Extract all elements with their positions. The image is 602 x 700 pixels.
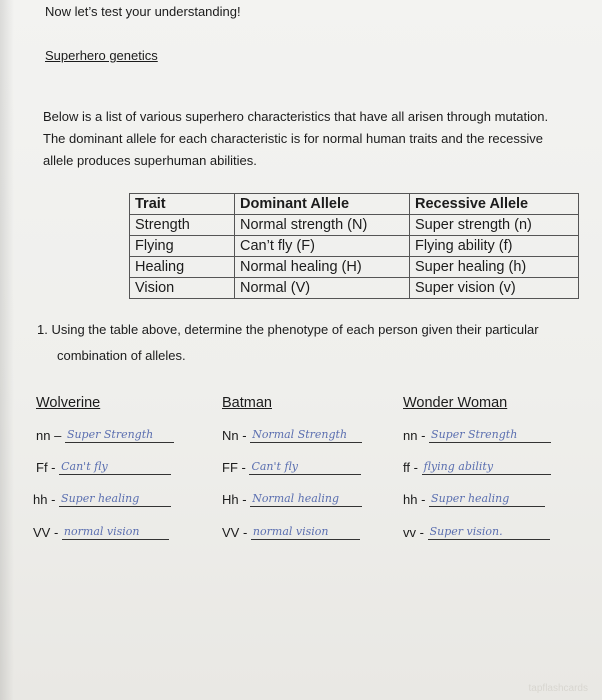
table-cell: Super strength (n) (410, 215, 579, 236)
page-edge-shadow (0, 0, 14, 700)
genotype-label: hh - (33, 492, 56, 507)
header-trait: Trait (130, 194, 235, 215)
intro-text: Now let’s test your understanding! (45, 4, 241, 19)
traits-table (129, 193, 579, 299)
hero-name-batman: Batman (222, 395, 272, 411)
phenotype-answer[interactable]: normal vision (62, 525, 169, 540)
paragraph-line: allele produces superhuman abilities. (43, 153, 257, 168)
genotype-label: ff - (403, 460, 418, 475)
phenotype-answer[interactable]: Super healing (429, 492, 545, 507)
table-cell: Strength (130, 215, 235, 236)
instructions-paragraph (43, 106, 583, 172)
phenotype-answer[interactable]: flying ability (422, 460, 551, 475)
hero-name-wonder-woman: Wonder Woman (403, 395, 508, 411)
section-title: Superhero genetics (45, 48, 158, 63)
answer-row (222, 460, 361, 475)
question-line: combination of alleles. (57, 348, 186, 363)
answer-row (33, 492, 171, 507)
genotype-label: nn - (403, 428, 426, 443)
genotype-label: FF - (222, 460, 246, 475)
table-row (130, 215, 579, 236)
answer-row (222, 492, 362, 507)
watermark: tapflashcards (528, 683, 588, 694)
genotype-label: Hh - (222, 492, 247, 507)
answer-row (222, 525, 360, 540)
table-cell: Healing (130, 257, 235, 278)
phenotype-answer[interactable]: Super Strength (65, 428, 174, 443)
paragraph-line: Below is a list of various superhero characteristics that have all arisen through mutation. (43, 109, 549, 124)
answer-row (36, 428, 174, 443)
table-cell: Super vision (v) (410, 278, 579, 299)
phenotype-answer[interactable]: Super healing (59, 492, 171, 507)
table-cell: Can’t fly (F) (235, 236, 410, 257)
genotype-label: nn – (36, 428, 62, 443)
table-cell: Normal (V) (235, 278, 410, 299)
table-cell: Vision (130, 278, 235, 299)
phenotype-answer[interactable]: normal vision (251, 525, 360, 540)
genotype-label: Nn - (222, 428, 247, 443)
table-cell: Flying ability (f) (410, 236, 579, 257)
answer-row (403, 492, 545, 507)
table-row (130, 257, 579, 278)
table-cell: Normal strength (N) (235, 215, 410, 236)
phenotype-answer[interactable]: Can't fly (249, 460, 361, 475)
phenotype-answer[interactable]: Can't fly (59, 460, 171, 475)
answer-row (222, 428, 362, 443)
phenotype-answer[interactable]: Normal Strength (250, 428, 362, 443)
answer-row (403, 525, 550, 540)
answer-row (33, 525, 169, 540)
table-cell: Super healing (h) (410, 257, 579, 278)
paragraph-line: The dominant allele for each characteristic is for normal human traits and the recessive (43, 131, 544, 146)
phenotype-answer[interactable]: Normal healing (250, 492, 362, 507)
answer-row (403, 428, 551, 443)
answer-row (36, 460, 171, 475)
phenotype-answer[interactable]: Super Strength (429, 428, 551, 443)
phenotype-answer[interactable]: Super vision. (428, 525, 550, 540)
genotype-label: Ff - (36, 460, 56, 475)
genotype-label: VV - (33, 525, 59, 540)
genotype-label: hh - (403, 492, 426, 507)
answer-row (403, 460, 551, 475)
genotype-label: VV - (222, 525, 248, 540)
table-cell: Normal healing (H) (235, 257, 410, 278)
header-recessive-allele: Recessive Allele (410, 194, 579, 215)
table-header-row (130, 194, 579, 215)
table-row (130, 278, 579, 299)
genotype-label: vv - (403, 525, 424, 540)
question-1 (37, 317, 587, 369)
header-dominant-allele: Dominant Allele (235, 194, 410, 215)
hero-name-wolverine: Wolverine (36, 395, 101, 411)
table-cell: Flying (130, 236, 235, 257)
table-row (130, 236, 579, 257)
question-line: 1. Using the table above, determine the phenotype of each person given their particular (37, 322, 539, 337)
